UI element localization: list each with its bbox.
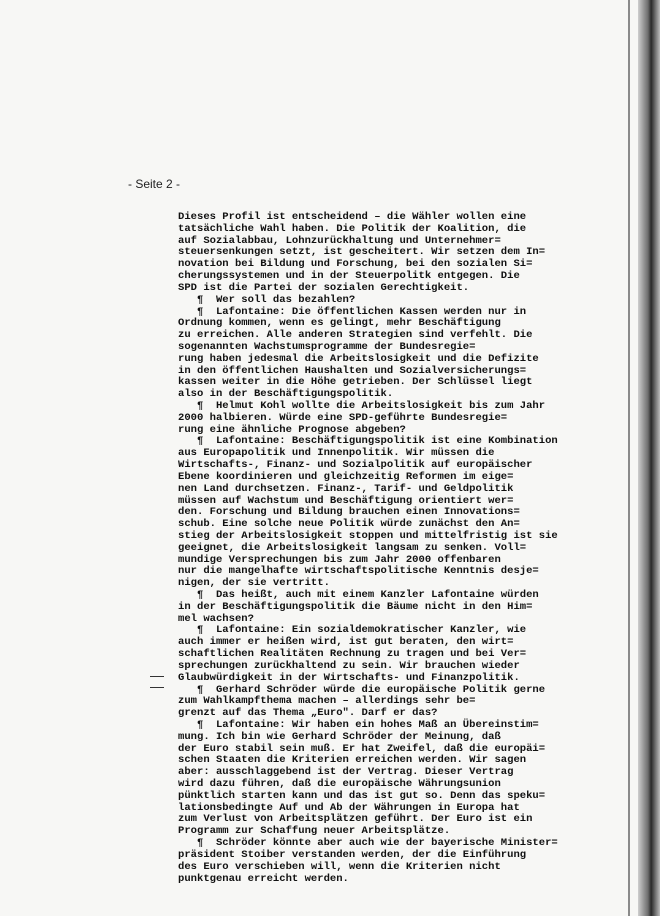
text-line: nigen, der sie vertritt. bbox=[178, 577, 330, 590]
text-line: mundige Versprechungen bis zum Jahr 2000 offenbaren bbox=[178, 553, 501, 566]
text-line: pünktlich starten kann und das ist gut so. Denn das speku= bbox=[178, 789, 546, 802]
text-line: mung. Ich bin wie Gerhard Schröder der Meinung, daß bbox=[178, 730, 501, 743]
scanner-edge-shadow bbox=[638, 0, 660, 916]
text-line: cherungssystemen und in der Steuerpolitk entgegen. Die bbox=[178, 270, 520, 283]
text-line: geeignet, die Arbeitslosigkeit langsam zu senken. Voll= bbox=[178, 541, 527, 554]
text-line: in den öffentlichen Haushalten und Sozialversicherungs= bbox=[178, 364, 527, 377]
text-line: SPD ist die Partei der sozialen Gerechtigkeit. bbox=[178, 281, 470, 294]
page-edge-line bbox=[628, 0, 630, 916]
text-line: Ebene koordinieren und gleichzeitig Reformen im eige= bbox=[178, 470, 514, 483]
text-line: sogenannten Wachstumsprogramme der Bundesregie= bbox=[178, 340, 476, 353]
text-line: Dieses Profil ist entscheidend – die Wähler wollen eine bbox=[178, 211, 527, 223]
text-line: kassen weiter in die Höhe getrieben. Der Schlüssel liegt bbox=[178, 376, 533, 389]
text-line: punktgenau erreicht werden. bbox=[178, 872, 349, 885]
text-line: also in der Beschäftigungspolitik. bbox=[178, 388, 394, 401]
text-line: ¶ Wer soll das bezahlen? bbox=[178, 293, 356, 306]
text-line: rung eine ähnliche Prognose abgeben? bbox=[178, 423, 406, 436]
text-line: zum Verlust von Arbeitsplätzen geführt. Der Euro ist ein bbox=[178, 813, 533, 826]
text-line: ¶ Gerhard Schröder würde die europäische Politik gerne bbox=[178, 683, 546, 696]
text-line: ¶ Lafontaine: Ein sozialdemokratischer Kanzler, wie bbox=[178, 624, 527, 637]
text-line: Ordnung kommen, wenn es gelingt, mehr Beschäftigung bbox=[178, 317, 501, 330]
text-line: des Euro verschieben will, wenn die Kriterien nicht bbox=[178, 860, 501, 873]
text-line: nen Land durchsetzen. Finanz-, Tarif- und Geldpolitik bbox=[178, 482, 514, 495]
text-line: ¶ Schröder könnte aber auch wie der bayerische Minister= bbox=[178, 837, 558, 850]
text-line: steuersenkungen setzt, ist gescheitert. Wir setzen dem In= bbox=[178, 246, 546, 259]
body-text bbox=[178, 212, 590, 885]
text-line: nur die mangelhafte wirtschaftspolitische Kenntnis desje= bbox=[178, 565, 539, 578]
text-line: ¶ Lafontaine: Die öffentlichen Kassen werden nur in bbox=[178, 305, 527, 318]
text-line: den. Forschung und Bildung brauchen einen Innovations= bbox=[178, 506, 520, 519]
text-line: zu erreichen. Alle anderen Strategien sind verfehlt. Die bbox=[178, 329, 533, 342]
text-line: auf Sozialabbau, Lohnzurückhaltung und Unternehmer= bbox=[178, 234, 501, 247]
text-line: Programm zur Schaffung neuer Arbeitsplätze. bbox=[178, 825, 451, 838]
text-line: Wirtschafts-, Finanz- und Sozialpolitik auf europäischer bbox=[178, 459, 533, 472]
text-line: novation bei Bildung und Forschung, bei den sozialen Si= bbox=[178, 258, 533, 271]
margin-mark bbox=[150, 676, 164, 688]
text-line: rung haben jedesmal die Arbeitslosigkeit und die Defizite bbox=[178, 352, 539, 365]
text-line: mel wachsen? bbox=[178, 612, 254, 625]
text-line: Glaubwürdigkeit in der Wirtschafts- und Finanzpolitik. bbox=[178, 671, 520, 684]
text-line: ¶ Helmut Kohl wollte die Arbeitslosigkeit bis zum Jahr bbox=[178, 400, 546, 412]
text-line: aus Europapolitik und Innenpolitik. Wir müssen die bbox=[178, 447, 495, 460]
text-line: zum Wahlkampfthema machen – allerdings sehr be= bbox=[178, 695, 476, 708]
text-line: präsident Stoiber verstanden werden, der die Einführung bbox=[178, 848, 527, 861]
text-line: grenzt auf das Thema „Euro". Darf er das? bbox=[178, 707, 438, 720]
text-line: sprechungen zurückhaltend zu sein. Wir brauchen wieder bbox=[178, 659, 520, 672]
text-line: ¶ Lafontaine: Beschäftigungspolitik ist eine Kombination bbox=[178, 435, 558, 448]
text-line: auch immer er heißen wird, ist gut beraten, den wirt= bbox=[178, 636, 514, 649]
text-line: lationsbedingte Auf und Ab der Währungen in Europa hat bbox=[178, 801, 520, 814]
text-line: schaftlichen Realitäten Rechnung zu tragen und bei Ver= bbox=[178, 648, 527, 661]
text-line: 2000 halbieren. Würde eine SPD-geführte Bundesregie= bbox=[178, 411, 508, 424]
text-line: ¶ Lafontaine: Wir haben ein hohes Maß an Übereinstim= bbox=[178, 718, 539, 731]
page-number: - Seite 2 - bbox=[128, 177, 181, 191]
text-line: müssen auf Wachstum und Beschäftigung orientiert wer= bbox=[178, 494, 514, 507]
text-line: tatsächliche Wahl haben. Die Politik der Koalition, die bbox=[178, 222, 527, 235]
text-line: schen Staaten die Kriterien erreichen werden. Wir sagen bbox=[178, 754, 527, 767]
text-line: der Euro stabil sein muß. Er hat Zweifel, daß die europäi= bbox=[178, 742, 546, 755]
text-line: schub. Eine solche neue Politik würde zunächst den An= bbox=[178, 518, 520, 531]
text-line: ¶ Das heißt, auch mit einem Kanzler Lafontaine würden bbox=[178, 589, 539, 601]
text-line: stieg der Arbeitslosigkeit stoppen und mittelfristig ist sie bbox=[178, 529, 558, 542]
text-line: in der Beschäftigungspolitik die Bäume nicht in den Him= bbox=[178, 600, 533, 613]
text-line: aber: ausschlaggebend ist der Vertrag. Dieser Vertrag bbox=[178, 766, 514, 779]
text-line: wird dazu führen, daß die europäische Währungsunion bbox=[178, 778, 501, 790]
